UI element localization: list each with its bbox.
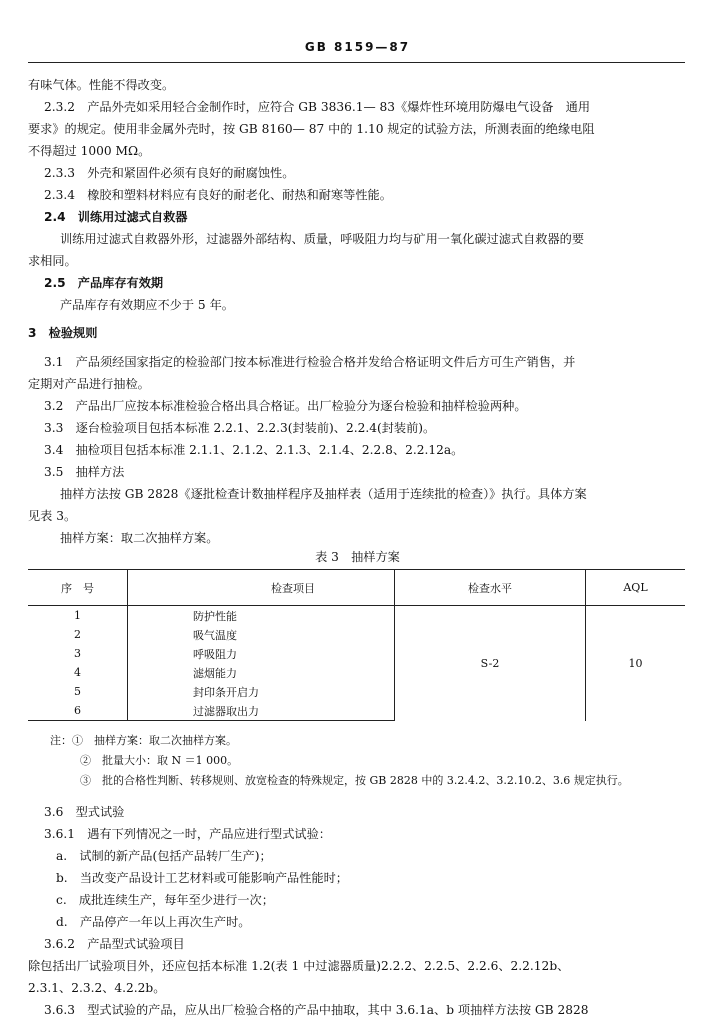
- row-no: 1: [74, 609, 81, 622]
- text-line: 要求》的规定。使用非金属外壳时，按 GB 8160— 87 中的 1.10 规定的试验方法，所测表面的绝缘电阻: [28, 122, 595, 136]
- text-line: 3.2 产品出厂应按本标准检验合格出具合格证。出厂检验分为逐台检验和抽样检验两种。: [44, 399, 527, 413]
- text-line: 求相同。: [28, 254, 77, 268]
- text-line: 定期对产品进行抽检。: [28, 377, 150, 391]
- text-line: 3 检验规则: [28, 326, 98, 340]
- text-line: 3.6.2 产品型式试验项目: [44, 937, 185, 951]
- text-line: 3.6.1 遇有下列情况之一时，产品应进行型式试验：: [44, 827, 331, 841]
- header-aql: AQL: [586, 570, 686, 606]
- row-item: 过滤器取出力: [128, 701, 395, 721]
- text-line: 2.3.3 外壳和紧固件必须有良好的耐腐蚀性。: [44, 166, 295, 180]
- table-note-2: ② 批量大小：取 N ＝1 000。: [80, 754, 239, 767]
- text-line: c. 成批连续生产，每年至少进行一次；: [56, 893, 274, 907]
- sampling-plan-table: [28, 569, 685, 721]
- text-line: 训练用过滤式自救器外形，过滤器外部结构、质量，呼吸阻力均与矿用一氧化碳过滤式自救器的要: [60, 232, 585, 246]
- text-line: 除包括出厂试验项目外，还应包括本标准 1.2(表 1 中过滤器质量)2.2.2、2.2.5、2.2.6、2.2.12b、: [28, 959, 570, 973]
- header-level: 检查水平: [395, 570, 586, 606]
- text-line: 2.3.4 橡胶和塑料材料应有良好的耐老化、耐热和耐寒等性能。: [44, 188, 392, 202]
- table-note-1: 注：① 抽样方案：取二次抽样方案。: [50, 734, 237, 747]
- text-line: 3.4 抽检项目包括本标准 2.1.1、2.1.2、2.1.3、2.1.4、2.2.8、2.2.12a。: [44, 443, 464, 457]
- text-line: 3.5 抽样方法: [44, 465, 125, 479]
- text-line: b. 当改变产品设计工艺材料或可能影响产品性能时；: [56, 871, 348, 885]
- row-no: 5: [74, 685, 81, 698]
- text-line: 2.3.2 产品外壳如采用轻合金制作时，应符合 GB 3836.1— 83《爆炸性环境用防爆电气设备 通用: [44, 100, 591, 114]
- text-line: 3.6.3 型式试验的产品，应从出厂检验合格的产品中抽取，其中 3.6.1a、b 项抽样方法按 GB 2828: [44, 1003, 589, 1017]
- inspection-level: S-2: [395, 606, 586, 721]
- row-no: 4: [74, 666, 81, 679]
- row-item: 防护性能: [128, 606, 395, 626]
- row-no: 2: [74, 628, 81, 641]
- text-line: 3.3 逐台检验项目包括本标准 2.2.1、2.2.3(封装前)、2.2.4(封装前)。: [44, 421, 436, 435]
- text-line: 抽样方法按 GB 2828《逐批检查计数抽样程序及抽样表（适用于连续批的检查）》执行。具体方案: [60, 487, 587, 501]
- page-header: GB 8159—87: [304, 40, 411, 54]
- text-line: d. 产品停产一年以上再次生产时。: [56, 915, 251, 929]
- text-line: 抽样方案：取二次抽样方案。: [60, 531, 219, 545]
- header-rule: [28, 62, 685, 63]
- row-item: 滤烟能力: [128, 663, 395, 682]
- aql-value: 10: [586, 606, 686, 721]
- text-line: 3.6 型式试验: [44, 805, 125, 819]
- row-item: 吸气温度: [128, 625, 395, 644]
- text-line: 2.4 训练用过滤式自救器: [44, 210, 188, 224]
- text-line: 3.1 产品须经国家指定的检验部门按本标准进行检验合格并发给合格证明文件后方可生产销售，并: [44, 355, 576, 369]
- text-line: 有味气体。性能不得改变。: [28, 78, 175, 92]
- table-header-row: [28, 570, 685, 606]
- header-no: 序 号: [28, 570, 128, 606]
- table-row: [28, 606, 685, 626]
- text-line: 不得超过 1000 MΩ。: [28, 144, 151, 158]
- table-note-3: ③ 批的合格性判断、转移规则、放宽检查的特殊规定，按 GB 2828 中的 3.2.4.2、3.2.10.2、3.6 规定执行。: [80, 774, 629, 787]
- row-item: 封印条开启力: [128, 682, 395, 701]
- text-line: a. 试制的新产品(包括产品转厂生产)；: [56, 849, 272, 863]
- text-line: 2.3.1、2.3.2、4.2.2b。: [28, 981, 166, 995]
- header-item: 检查项目: [128, 570, 395, 606]
- text-line: 产品库存有效期应不少于 5 年。: [60, 298, 234, 312]
- row-no: 3: [74, 647, 81, 660]
- text-line: 2.5 产品库存有效期: [44, 276, 164, 290]
- row-item: 呼吸阻力: [128, 644, 395, 663]
- row-no: 6: [28, 701, 128, 721]
- text-line: 见表 3。: [28, 509, 77, 523]
- table-caption: 表 3 抽样方案: [315, 550, 400, 564]
